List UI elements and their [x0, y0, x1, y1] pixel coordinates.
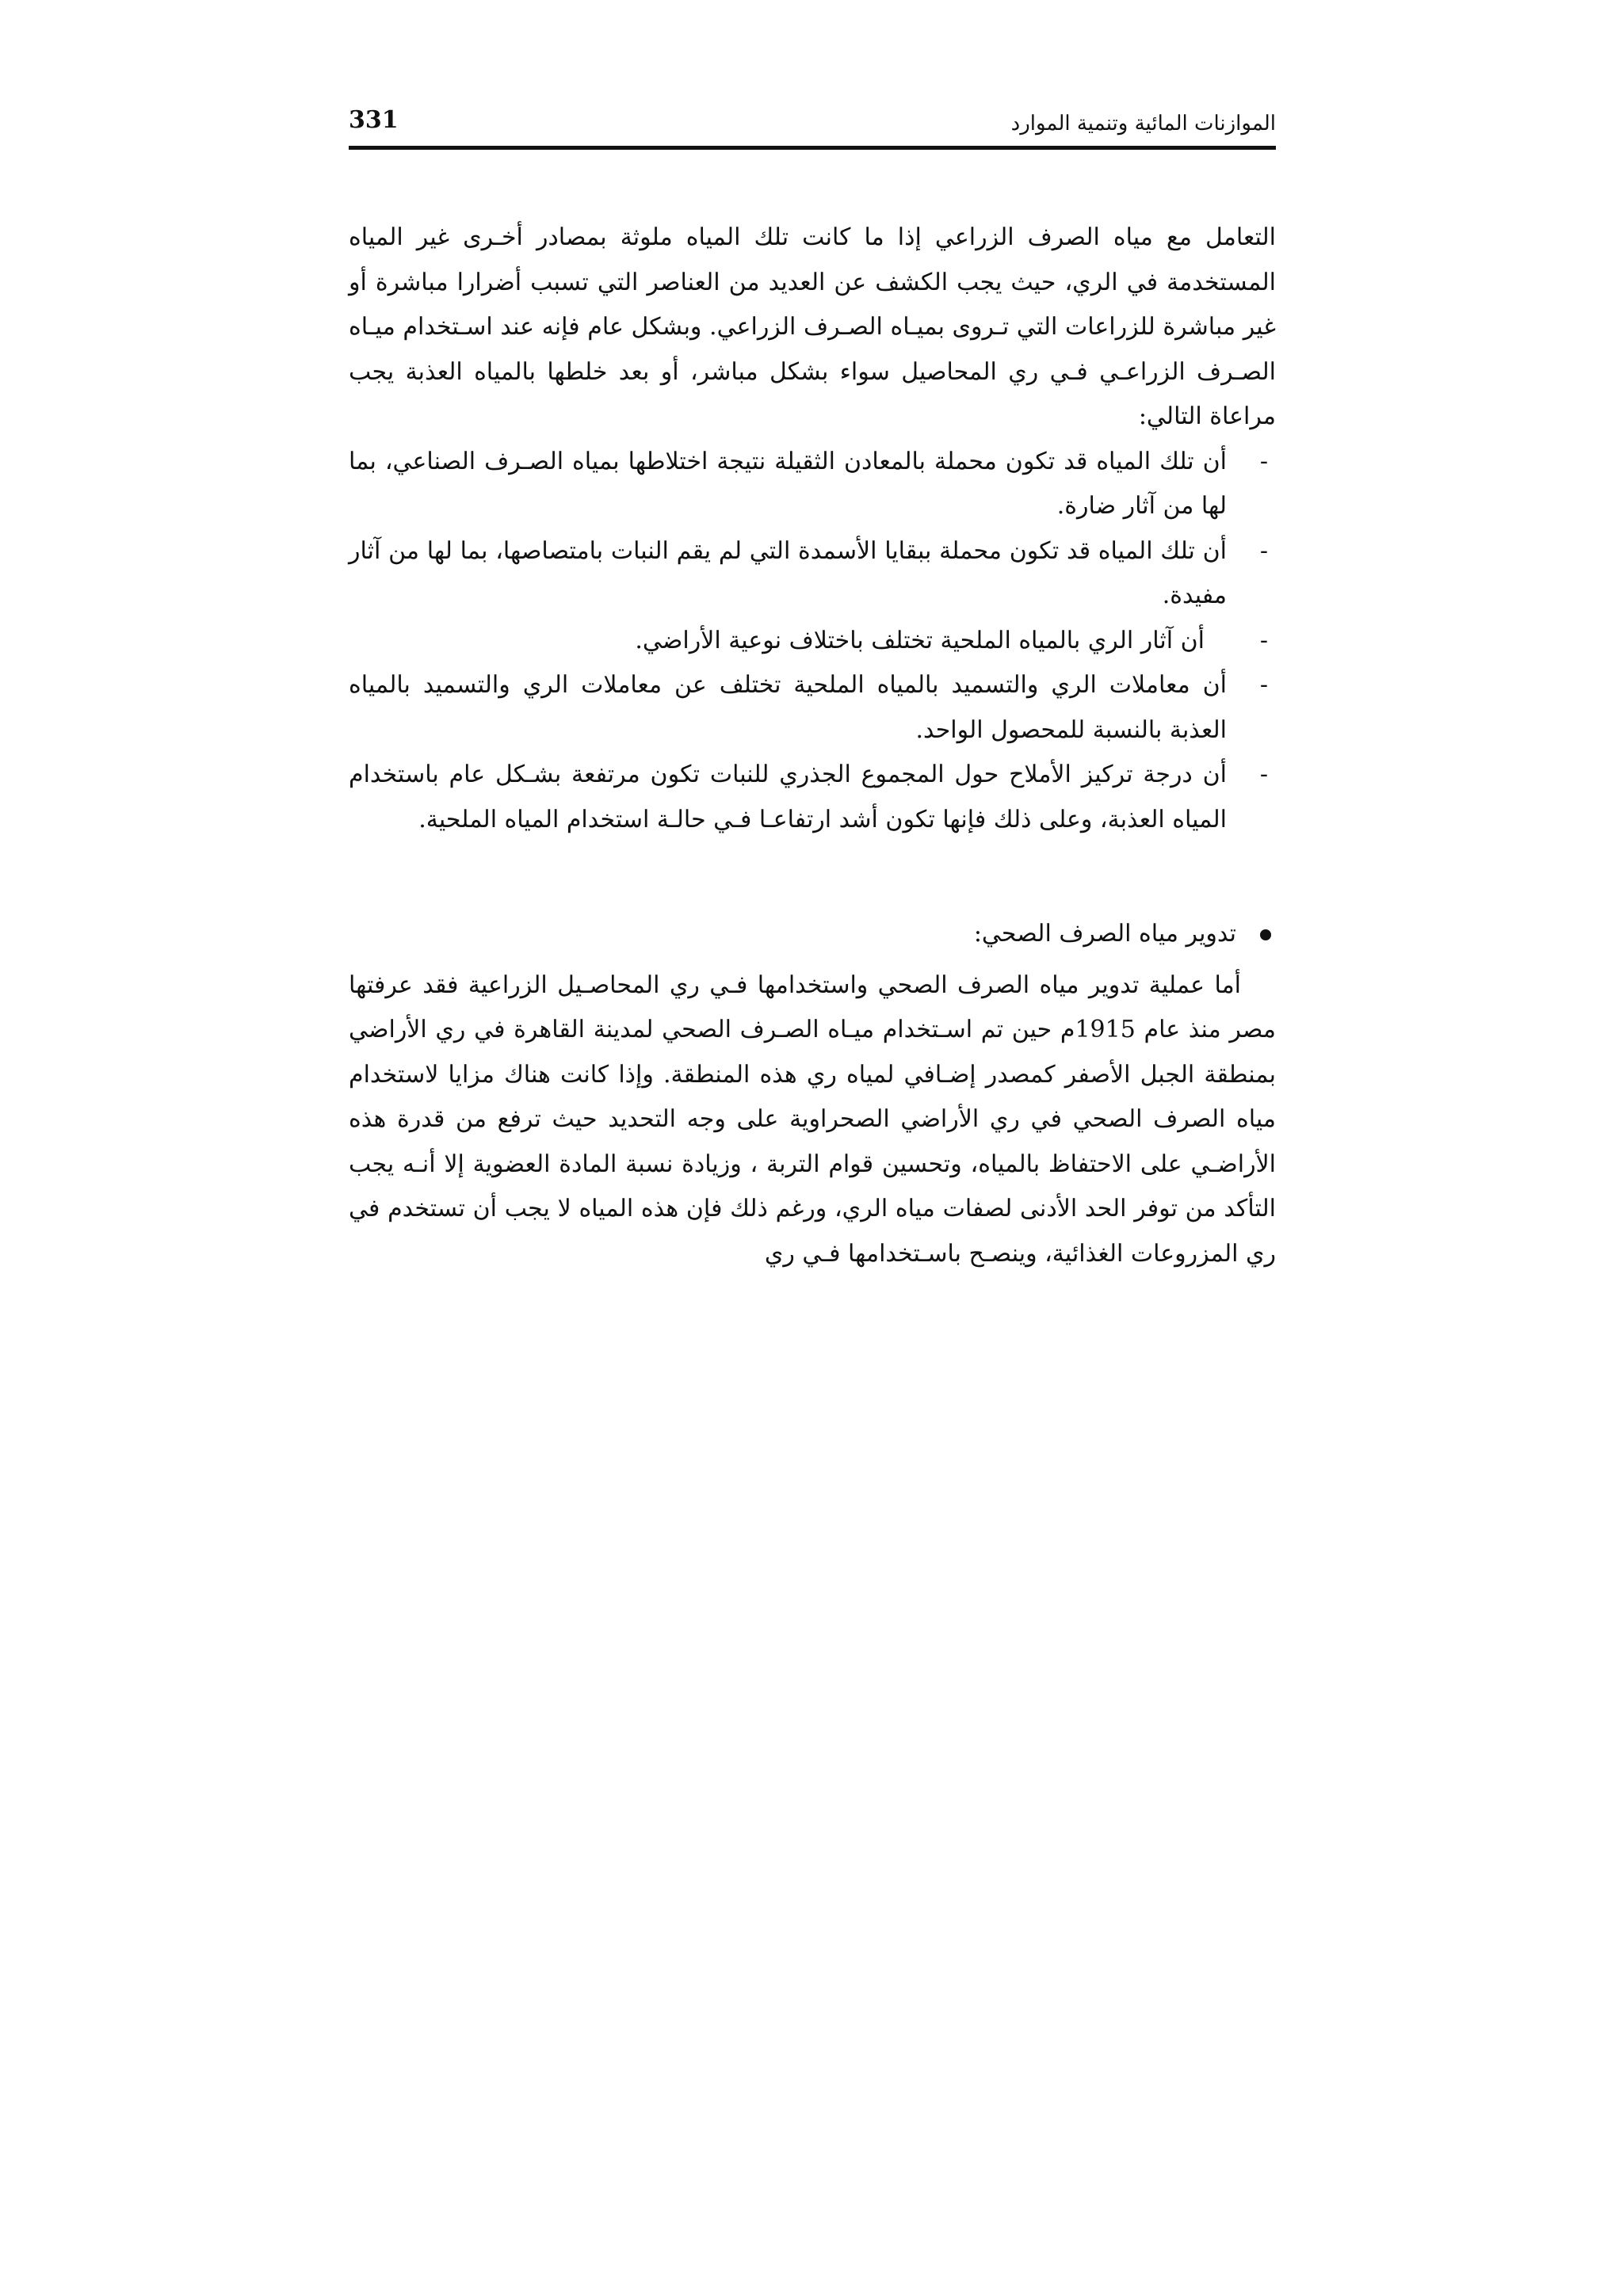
list-item [349, 619, 1276, 664]
section-paragraph: أما عملية تدوير مياه الصرف الصحي واستخدامها فـي ري المحاصـيل الزراعية فقد عرفتها مصر منذ عام 1915م حين تم اسـتخدام ميـاه الصـرف الصحي لمدينة القاهرة في ري الأراضي بمنطقة الجبل الأصفر كمصدر إضـافي لمياه ري هذه المنطقة. وإذا كانت هناك مزايا لاستخدام مياه الصرف الصحي في ري الأراضي الصحراوية على وجه التحديد حيث ترفع من قدرة هذه الأراضـي على الاحتفاظ بالمياه، وتحسين قوام التربة ، وزيادة نسبة المادة العضوية إلا أنـه يجب التأكد من توفر الحد الأدنى لصفات مياه الري، ورغم ذلك فإن هذه المياه لا يجب أن تستخدم في ري المزروعات الغذائية، وينصـح باسـتخدامها فـي ري [349, 971, 1276, 1268]
section-heading-text: تدوير مياه الصرف الصحي: [973, 920, 1236, 948]
header-divider [349, 146, 1276, 150]
intro-paragraph: التعامل مع مياه الصرف الزراعي إذا ما كانت تلك المياه ملوثة بمصادر أخـرى غير المياه المستخدمة في الري، حيث يجب الكشف عن العديد من العناصر التي تسبب أضرارا مباشرة أو غير مباشرة للزراعات التي تـروى بميـاه الصـرف الزراعي. وبشكل عام فإنه عند اسـتخدام ميـاه الصـرف الزراعـي فـي ري المحاصيل سواء بشكل مباشر، أو بعد خلطها بالمياه العذبة يجب مراعاة التالي: [349, 223, 1276, 430]
dash-marker: - [1259, 536, 1269, 565]
list-item-text: أن تلك المياه قد تكون محملة بالمعادن الثقيلة نتيجة اختلاطها بمياه الصـرف الصناعي، بما لها من آثار ضارة. [349, 447, 1227, 520]
list-item [349, 440, 1276, 529]
list-item [349, 529, 1276, 619]
list-item-text: أن تلك المياه قد تكون محملة ببقايا الأسمدة التي لم يقم النبات بامتصاصها، بما لها من آثار مفيدة. [349, 536, 1227, 609]
running-title: الموازنات المائية وتنمية الموارد [1010, 112, 1276, 135]
list-item-text: أن معاملات الري والتسميد بالمياه الملحية تختلف عن معاملات الري والتسميد بالمياه العذبة بالنسبة للمحصول الواحد. [349, 671, 1227, 744]
list-item-text: أن آثار الري بالمياه الملحية تختلف باختلاف نوعية الأراضي. [635, 626, 1205, 654]
page-number: 331 [349, 106, 399, 134]
bullet-icon [1260, 929, 1271, 940]
conditions-list [349, 440, 1276, 843]
page-header [349, 101, 1276, 149]
dash-marker: - [1259, 626, 1269, 654]
dash-marker: - [1259, 671, 1269, 699]
dash-marker: - [1259, 447, 1269, 475]
dash-marker: - [1259, 761, 1269, 788]
list-item [349, 753, 1276, 842]
list-item [349, 663, 1276, 753]
list-item-text: أن درجة تركيز الأملاح حول المجموع الجذري للنبات تكون مرتفعة بشـكل عام باستخدام المياه العذبة، وعلى ذلك فإنها تكون أشد ارتفاعـا فـي حالـة استخدام المياه الملحية. [349, 761, 1227, 833]
section-heading [349, 912, 1276, 957]
body-text [349, 215, 1276, 1276]
